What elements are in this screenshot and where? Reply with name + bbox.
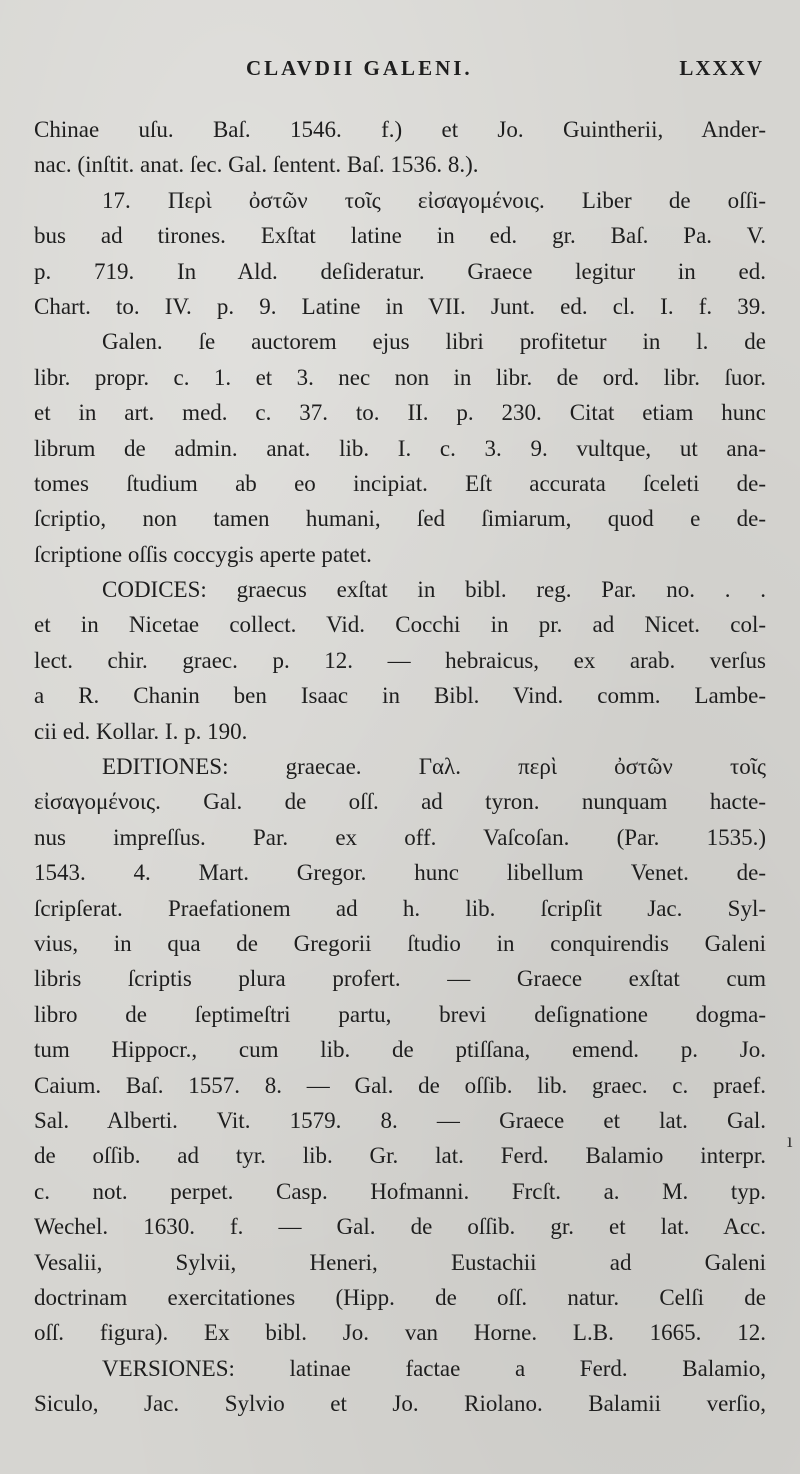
body-text [34, 112, 766, 1421]
text-line: p. 719. In Ald. deſideratur. Graece legitur in ed. [34, 258, 766, 284]
text-line: bus ad tirones. Exſtat latine in ed. gr. Baſ. Pa. V. [34, 223, 766, 249]
text-line: lect. chir. graec. p. 12. — hebraicus, ex arab. verſus [34, 647, 766, 673]
text-line: Wechel. 1630. f. — Gal. de oſſib. gr. et lat. Acc. [34, 1214, 766, 1240]
text-line: ſcriptio, non tamen humani, ſed ſimiarum, quod e de- [34, 506, 766, 532]
text-line: εἰσαγομένοις. Gal. de oſſ. ad tyron. nunquam hacte- [34, 789, 766, 815]
text-line: tum Hippocr., cum lib. de ptiſſana, emend. p. Jo. [34, 1037, 766, 1063]
text-line: et in Nicetae collect. Vid. Cocchi in pr. ad Nicet. col- [34, 612, 766, 638]
text-line: oſſ. figura). Ex bibl. Jo. van Horne. L.B. 1665. 12. [34, 1320, 766, 1346]
text-line: libris ſcriptis plura profert. — Graece exſtat cum [34, 966, 766, 992]
text-line: Siculo, Jac. Sylvio et Jo. Riolano. Balamii verſio, [34, 1391, 766, 1417]
text-line: a R. Chanin ben Isaac in Bibl. Vind. comm. Lambe- [34, 683, 766, 709]
text-line: de oſſib. ad tyr. lib. Gr. lat. Ferd. Balamio interpr. [34, 1143, 766, 1169]
text-line: cii ed. Kollar. I. p. 190. [34, 718, 248, 744]
text-line: libr. propr. c. 1. et 3. nec non in libr. de ord. libr. ſuor. [34, 364, 766, 390]
text-line: et in art. med. c. 37. to. II. p. 230. Citat etiam hunc [34, 400, 766, 426]
text-line: ſcripſerat. Praefationem ad h. lib. ſcripſit Jac. Syl- [34, 895, 766, 921]
page-number: LXXXV [679, 56, 764, 80]
section-versiones: VERSIONES: latinae factae a Ferd. Balamio, [102, 1355, 766, 1381]
text-line: vius, in qua de Gregorii ſtudio in conquirendis Galeni [34, 930, 766, 956]
text-line: Vesalii, Sylvii, Heneri, Eustachii ad Galeni [34, 1249, 766, 1275]
running-head [0, 52, 800, 92]
text-line: Chinae uſu. Baſ. 1546. f.) et Jo. Guintherii, Ander- [34, 117, 766, 142]
text-line: librum de admin. anat. lib. I. c. 3. 9. vultque, ut ana- [34, 435, 766, 461]
text-line: Galen. ſe auctorem ejus libri profitetur in l. de [102, 329, 766, 355]
text-line: Caium. Baſ. 1557. 8. — Gal. de oſſib. lib. graec. c. praef. [34, 1072, 766, 1098]
text-line: nus impreſſus. Par. ex off. Vaſcoſan. (Par. 1535.) [34, 824, 766, 850]
text-line: Chart. to. IV. p. 9. Latine in VII. Junt. ed. cl. I. f. 39. [34, 293, 766, 319]
margin-mark: ı [787, 1130, 793, 1152]
text-line: nac. (inſtit. anat. ſec. Gal. ſentent. Baſ. 1536. 8.). [34, 152, 479, 178]
text-line: c. not. perpet. Casp. Hofmanni. Frcſt. a. M. typ. [34, 1178, 766, 1204]
section-codices: CODICES: graecus exſtat in bibl. reg. Par. no. . . [102, 577, 766, 603]
text-line: tomes ſtudium ab eo incipiat. Eſt accurata ſceleti de- [34, 470, 766, 496]
text-line: 1543. 4. Mart. Gregor. hunc libellum Venet. de- [34, 860, 766, 886]
text-line: doctrinam exercitationes (Hipp. de oſſ. natur. Celſi de [34, 1284, 766, 1310]
text-line: 17. Περὶ ὀστῶν τοῖς εἰσαγομένοις. Liber de oſſi- [102, 187, 766, 213]
text-line: ſcriptione oſſis coccygis aperte patet. [34, 541, 372, 567]
text-line: Sal. Alberti. Vit. 1579. 8. — Graece et lat. Gal. [34, 1107, 766, 1133]
section-editiones: EDITIONES: graecae. Γαλ. περὶ ὀστῶν τοῖς [102, 754, 766, 780]
text-line: libro de ſeptimeſtri partu, brevi deſignatione dogma- [34, 1001, 766, 1027]
running-title: CLAVDII GALENI. [246, 56, 473, 80]
